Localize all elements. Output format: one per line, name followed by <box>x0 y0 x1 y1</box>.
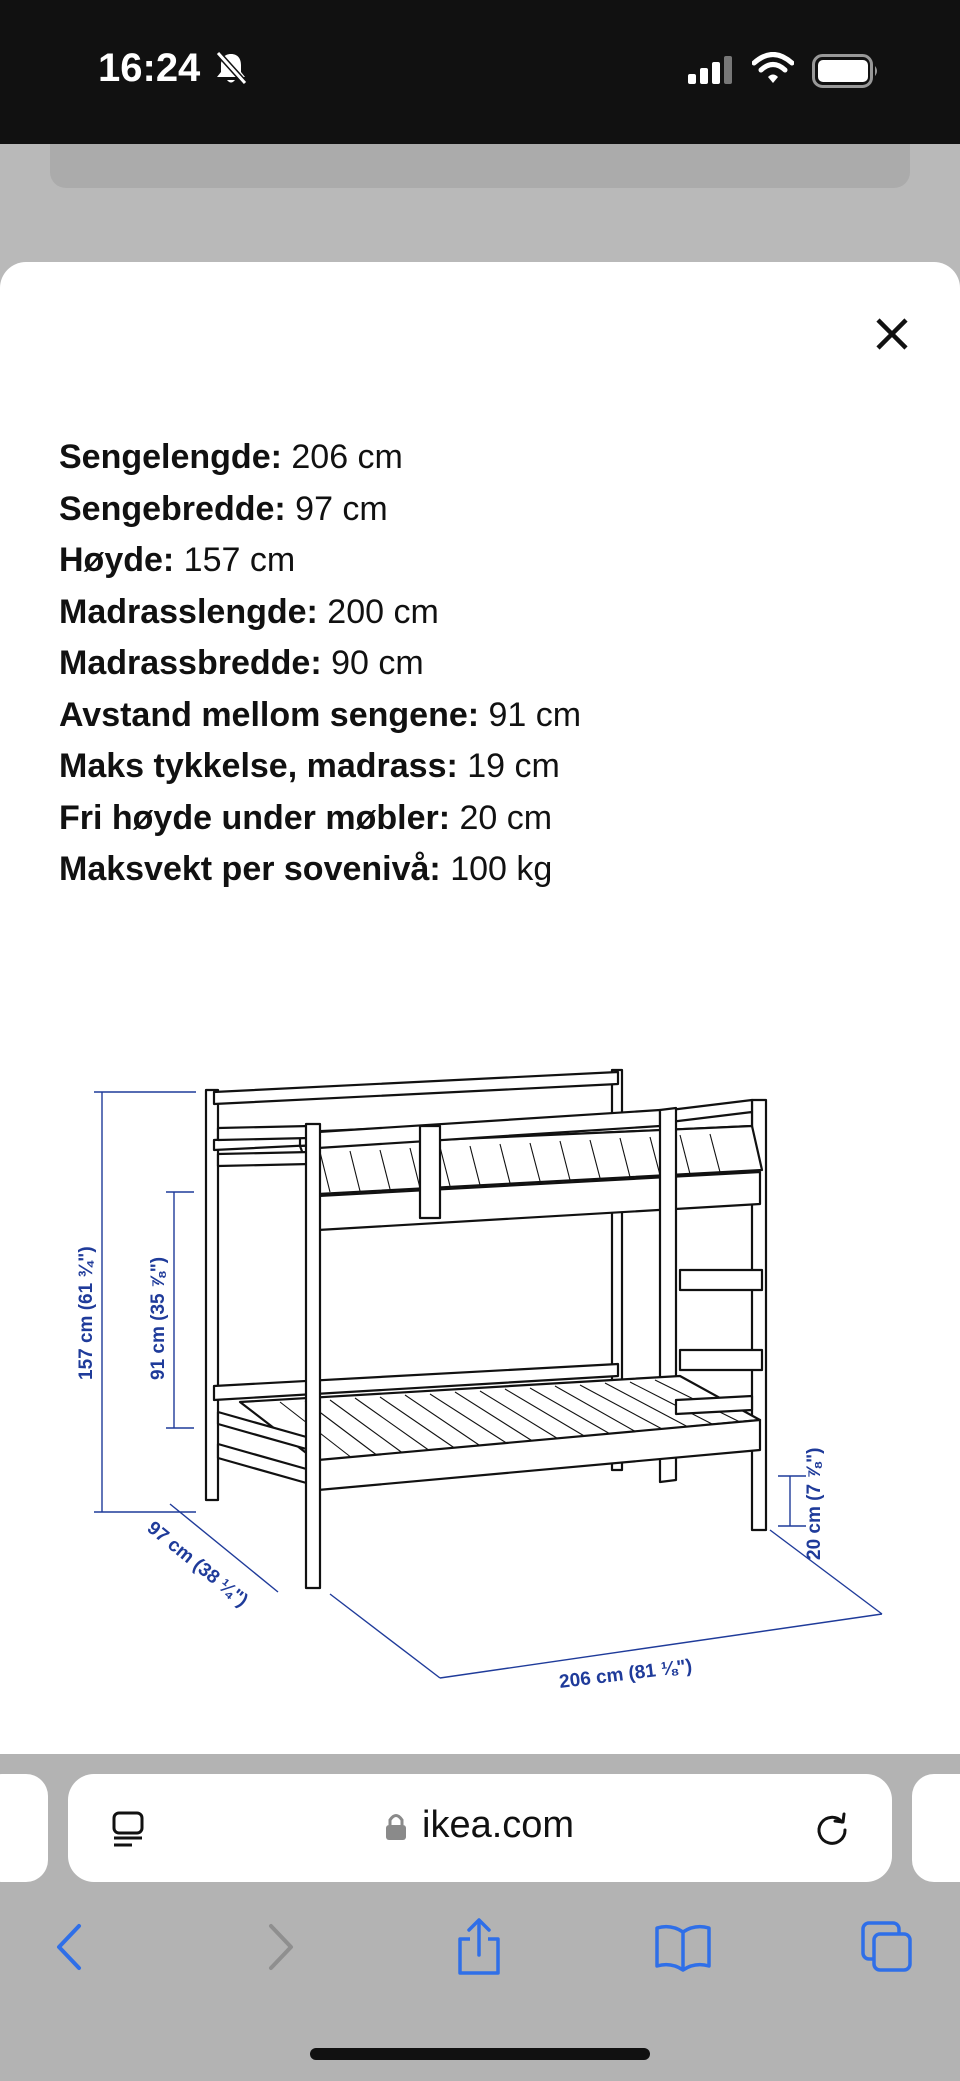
forward-button[interactable] <box>244 1914 314 1984</box>
spec-value: 97 cm <box>285 489 388 528</box>
bunk-bed-drawing <box>206 1070 766 1588</box>
back-icon <box>51 1922 91 1977</box>
spec-label: Madrassbredde: <box>59 644 322 682</box>
status-bar <box>0 0 960 144</box>
spec-value: 200 cm <box>317 592 439 631</box>
spec-label: Maks tykkelse, madrass: <box>59 747 458 785</box>
spec-row <box>59 690 581 742</box>
tabs-icon <box>859 1919 915 1980</box>
cellular-signal-icon <box>688 56 734 89</box>
share-icon <box>454 1917 504 1982</box>
browser-chrome <box>0 1754 960 2081</box>
spec-label: Avstand mellom sengene: <box>59 695 480 734</box>
forward-icon <box>259 1922 299 1977</box>
close-button[interactable] <box>862 306 922 366</box>
spec-value: 157 cm <box>174 541 296 579</box>
previous-tab-preview[interactable] <box>0 1774 48 1882</box>
background-card <box>50 144 910 188</box>
battery-icon <box>812 54 880 93</box>
bookmarks-button[interactable] <box>648 1914 718 1984</box>
spec-label: Fri høyde under møbler: <box>59 798 451 837</box>
spec-value: 90 cm <box>321 644 424 682</box>
spec-label: Sengelengde: <box>59 438 282 476</box>
spec-value: 20 cm <box>450 798 553 837</box>
bunk-bed-diagram <box>0 760 960 1720</box>
spec-label: Sengebredde: <box>59 489 286 528</box>
url-text: ikea.com <box>422 1804 575 1846</box>
share-button[interactable] <box>444 1914 514 1984</box>
bell-slash-icon <box>214 50 248 91</box>
spec-label: Maksvekt per sovenivå: <box>59 850 441 888</box>
clearance-dimension-label: 20 cm (7 ⅞") <box>804 1447 825 1560</box>
width-dimension-label: 97 cm (38 ¼") <box>142 1517 252 1612</box>
spec-row <box>59 535 581 587</box>
page-menu-icon[interactable] <box>108 1808 148 1853</box>
between-beds-dimension-label: 91 cm (35 ⅞") <box>148 1256 169 1380</box>
address-bar[interactable] <box>68 1774 892 1882</box>
spec-value: 91 cm <box>479 695 582 734</box>
spec-label: Madrasslengde: <box>59 592 318 631</box>
wifi-icon <box>752 52 794 89</box>
status-time: 16:24 <box>98 46 201 90</box>
spec-label: Høyde: <box>59 541 175 579</box>
close-icon <box>874 316 910 357</box>
length-dimension-label: 206 cm (81 ⅛") <box>558 1655 694 1693</box>
spec-row <box>59 587 581 639</box>
spec-value: 206 cm <box>281 438 403 476</box>
spec-row <box>59 432 581 484</box>
reload-icon[interactable] <box>812 1808 852 1853</box>
spec-row <box>59 638 581 690</box>
bookmarks-icon <box>653 1922 713 1977</box>
spec-row <box>59 484 581 536</box>
next-tab-preview[interactable] <box>912 1774 960 1882</box>
spec-value: 19 cm <box>457 747 560 785</box>
tabs-button[interactable] <box>852 1914 922 1984</box>
lock-icon <box>384 1812 408 1847</box>
height-dimension-label: 157 cm (61 ¾") <box>76 1246 97 1380</box>
home-indicator[interactable] <box>310 2048 650 2060</box>
back-button[interactable] <box>36 1914 106 1984</box>
spec-value: 100 kg <box>440 850 553 888</box>
